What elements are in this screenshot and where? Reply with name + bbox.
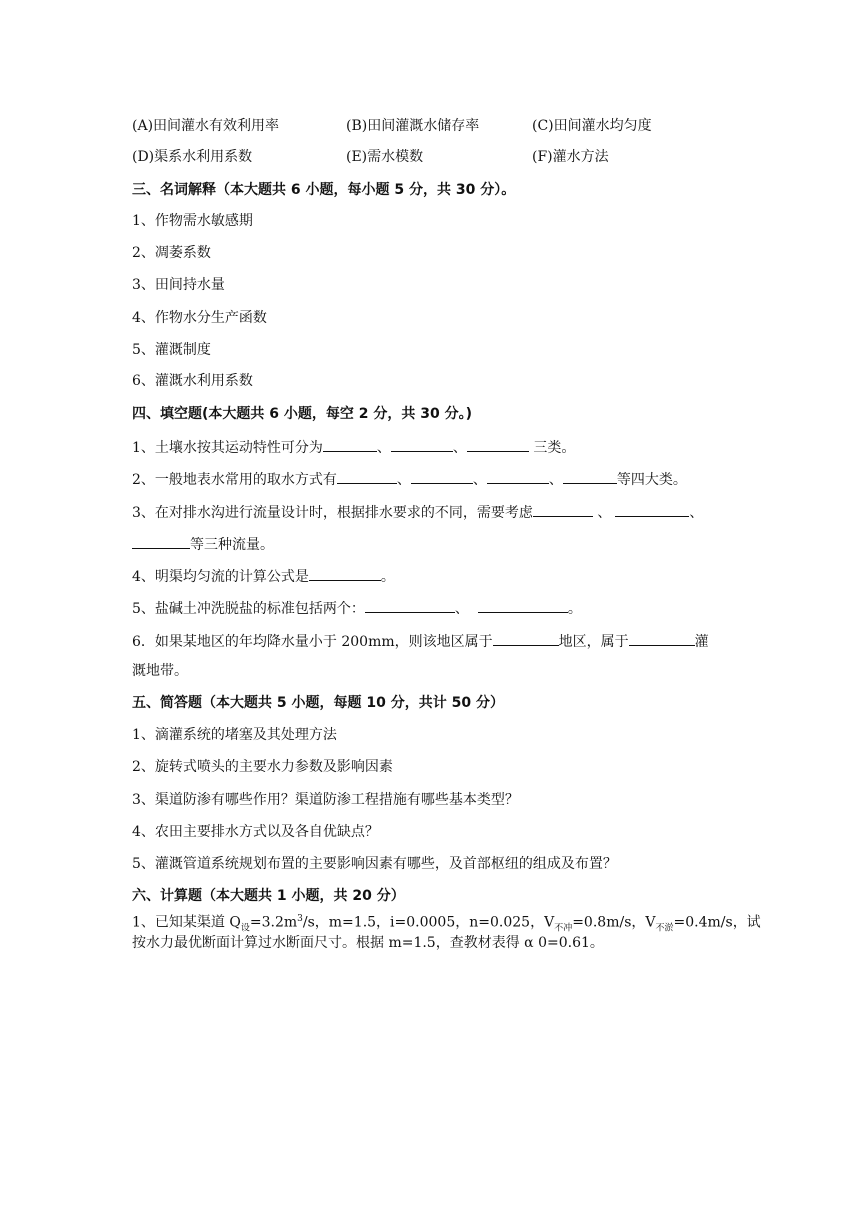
section-3-item: 5、灌溉制度 — [132, 342, 211, 358]
section-3-heading: 三、名词解释（本大题共 6 小题，每小题 5 分，共 30 分）。 — [132, 182, 516, 198]
answer-blank[interactable] — [132, 533, 190, 549]
section-5-item: 2、旋转式喷头的主要水力参数及影响因素 — [132, 759, 393, 775]
answer-blank[interactable] — [337, 468, 397, 484]
answer-blank[interactable] — [615, 501, 689, 517]
section-5-item: 3、渠道防渗有哪些作用？渠道防渗工程措施有哪些基本类型？ — [132, 792, 519, 808]
section-5-item: 5、灌溉管道系统规划布置的主要影响因素有哪些，及首部枢纽的组成及布置？ — [132, 856, 617, 872]
section-3-item: 1、作物需水敏感期 — [132, 213, 253, 229]
answer-blank[interactable] — [391, 436, 453, 452]
answer-blank[interactable] — [411, 468, 473, 484]
option-a: (A)田间灌水有效利用率 — [132, 118, 280, 134]
fill-question-2: 2、一般地表水常用的取水方式有 、 、 、 等四大类。 — [132, 468, 687, 490]
fill-question-5: 5、盐碱土冲洗脱盐的标准包括两个： 、 。 — [132, 597, 582, 619]
answer-blank[interactable] — [493, 630, 559, 646]
answer-blank[interactable] — [467, 436, 529, 452]
section-3-item: 3、田间持水量 — [132, 277, 225, 293]
section-3-item: 4、作物水分生产函数 — [132, 310, 267, 326]
section-5-heading: 五、简答题（本大题共 5 小题，每题 10 分，共计 50 分） — [132, 695, 504, 711]
fill-question-3-cont: 等三种流量。 — [132, 533, 274, 555]
fill-question-6-cont: 溉地带。 — [132, 663, 188, 679]
fill-question-4: 4、明渠均匀流的计算公式是 。 — [132, 565, 395, 587]
option-c: (C)田间灌水均匀度 — [532, 118, 652, 134]
fill-question-3: 3、在对排水沟进行流量设计时，根据排水要求的不同，需要考虑 、 、 — [132, 501, 703, 523]
answer-blank[interactable] — [563, 468, 617, 484]
answer-blank[interactable] — [629, 630, 695, 646]
option-b: (B)田间灌溉水储存率 — [346, 118, 480, 134]
section-4-heading: 四、填空题(本大题共 6 小题，每空 2 分，共 30 分。) — [132, 406, 473, 422]
fill-question-6: 6．如果某地区的年均降水量小于 200mm，则该地区属于 地区，属于 灌 — [132, 630, 709, 652]
calc-question-1-cont: 按水力最优断面计算过水断面尺寸。根据 m=1.5，查教材表得 α 0=0.61。 — [132, 935, 604, 951]
answer-blank[interactable] — [533, 501, 593, 517]
answer-blank[interactable] — [487, 468, 549, 484]
section-3-item: 6、灌溉水利用系数 — [132, 373, 253, 389]
answer-blank[interactable] — [309, 565, 381, 581]
section-6-heading: 六、计算题（本大题共 1 小题，共 20 分） — [132, 888, 405, 904]
answer-blank[interactable] — [478, 597, 568, 613]
section-5-item: 4、农田主要排水方式以及各自优缺点？ — [132, 824, 379, 840]
section-3-item: 2、凋萎系数 — [132, 245, 211, 261]
section-5-item: 1、滴灌系统的堵塞及其处理方法 — [132, 727, 337, 743]
answer-blank[interactable] — [323, 436, 377, 452]
option-d: (D)渠系水利用系数 — [132, 149, 253, 165]
option-f: (F)灌水方法 — [532, 149, 609, 165]
option-e: (E)需水模数 — [346, 149, 424, 165]
calc-question-1: 1、已知某渠道 $Q_设=3.2m^3/s$，m=1.5，i=0.0005，n=0.025，$V_{不冲}=0.8m/s$，$V_{不淤}=0.4m/s$，试 — [132, 914, 761, 934]
fill-question-1: 1、土壤水按其运动特性可分为 、 、 三类。 — [132, 436, 575, 458]
answer-blank[interactable] — [365, 597, 455, 613]
